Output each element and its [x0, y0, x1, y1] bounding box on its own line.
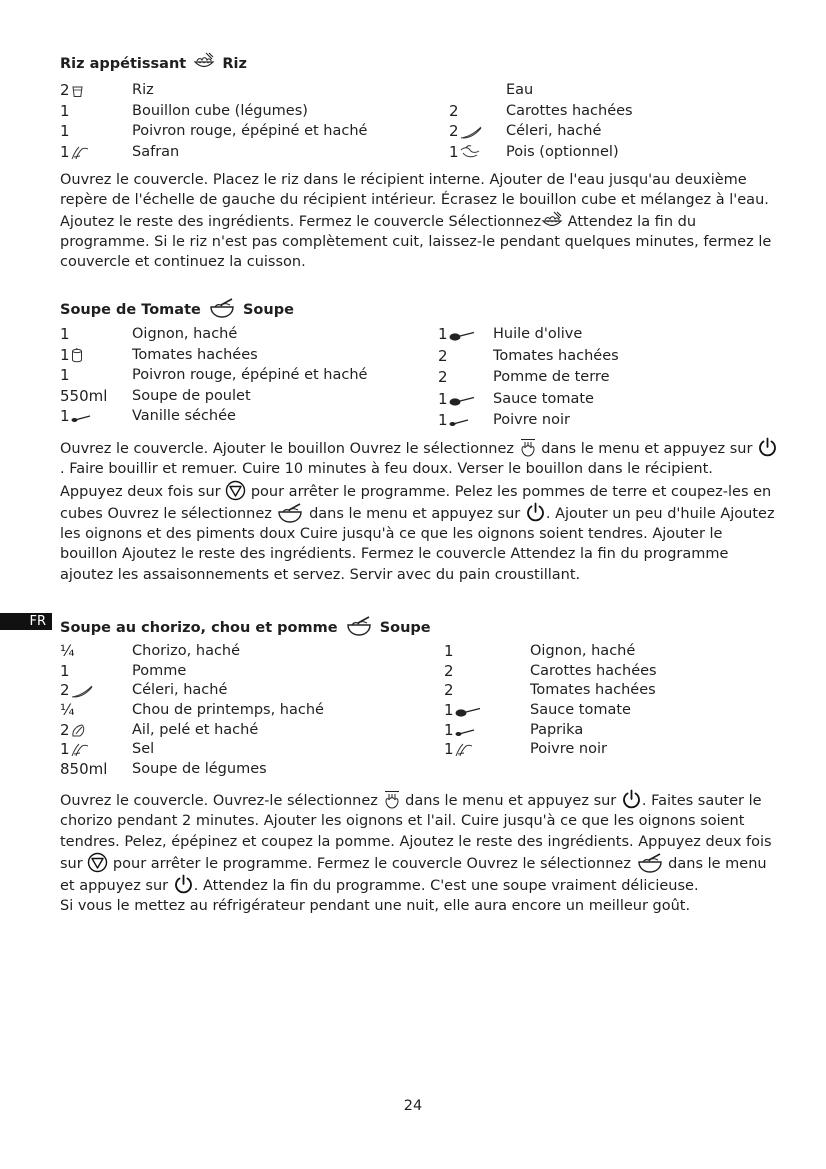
- instruction-text: dans le menu et appuyez sur: [400, 793, 621, 809]
- instruction-text: pour arrêter le programme. Pelez les pommes de terre et coupez-les en cubes Ouvrez le sélectionnez: [60, 483, 772, 522]
- instruction-text: Si vous le mettez au réfrigérateur pendant une nuit, elle aura encore un meilleur goût.: [60, 898, 691, 915]
- recipe-title-text: Soupe au chorizo, chou et pomme: [60, 620, 338, 636]
- stop-button-icon: [87, 856, 108, 872]
- ingredient-name: Tomates hachées: [530, 682, 656, 699]
- ingredient-qty: [60, 142, 89, 164]
- clove-icon: [70, 723, 87, 739]
- saute-program-icon: [383, 793, 401, 809]
- ingredient-qty: [444, 681, 454, 702]
- ingredient-qty: [444, 701, 481, 722]
- ingredient-qty: [60, 681, 93, 702]
- recipe-instructions: [60, 789, 780, 917]
- ingredient-name: Céleri, haché: [506, 123, 602, 139]
- recipe-soupe-chorizo: [60, 616, 780, 778]
- recipe-title-text: Soupe de Tomate: [60, 302, 201, 318]
- ingredient-name: Safran: [132, 143, 180, 160]
- ingredient-row: [444, 740, 774, 760]
- ingredient-row: [60, 740, 430, 760]
- ingredients-left: [60, 324, 430, 427]
- ingredient-row: [60, 101, 440, 122]
- ingredient-qty: [60, 740, 89, 761]
- ingredient-name: Pomme: [132, 662, 187, 679]
- recipe-instructions: [60, 170, 780, 272]
- tablespoon-icon: [448, 327, 475, 343]
- recipe-title: [60, 616, 780, 638]
- ingredient-name: Sauce tomate: [530, 702, 631, 719]
- ingredient-row: [444, 721, 774, 741]
- ingredient-qty: [60, 386, 107, 408]
- ingredient-row: [60, 681, 430, 701]
- qty-value: 1: [60, 122, 70, 140]
- ingredient-name: Pomme de terre: [493, 369, 610, 385]
- pinch-icon: [454, 742, 473, 758]
- ingredient-name: Paprika: [530, 721, 584, 738]
- ingredients-left: [60, 80, 440, 162]
- ingredient-row: [449, 142, 779, 163]
- power-button-icon: [757, 441, 778, 457]
- instruction-text: pour arrêter le programme. Fermez le couvercle Ouvrez le sélectionnez: [108, 855, 636, 872]
- ingredient-row: [60, 386, 430, 407]
- ingredient-qty: [444, 740, 473, 761]
- ingredient-row: [444, 662, 774, 682]
- ingredient-name: Poivron rouge, épépiné et haché: [132, 123, 368, 139]
- ingredients-left: [60, 642, 430, 780]
- ingredient-qty: [60, 642, 75, 663]
- qty-value: 550ml: [60, 386, 108, 405]
- handful-icon: [459, 145, 480, 161]
- instruction-text: dans le menu et appuyez sur: [304, 505, 525, 522]
- ingredients: [60, 324, 780, 428]
- qty-value: 1: [438, 325, 448, 343]
- pinch-icon: [70, 742, 89, 758]
- recipe-program-label: Riz: [222, 56, 247, 72]
- soup-program-icon: [276, 506, 304, 522]
- power-button-icon: [621, 793, 642, 809]
- qty-value: 1: [444, 720, 454, 739]
- ingredient-qty: [60, 101, 70, 123]
- ingredient-qty: [449, 121, 482, 143]
- ingredient-row: [449, 101, 779, 122]
- ingredient-row: [60, 80, 440, 101]
- ingredient-name: Chou de printemps, haché: [132, 702, 324, 719]
- qty-value: 1: [60, 407, 70, 425]
- cup-icon: [70, 83, 84, 99]
- ingredient-name: Céleri, haché: [132, 682, 228, 699]
- ingredient-row: [60, 721, 430, 741]
- ingredient-qty: [60, 80, 84, 102]
- stop-button-icon: [225, 484, 246, 500]
- pinch-icon: [70, 145, 89, 161]
- rice-program-icon: [541, 214, 563, 230]
- soup-program-icon: [206, 302, 238, 318]
- ingredient-name: Huile d'olive: [493, 326, 583, 342]
- ingredient-name: Riz: [132, 82, 154, 98]
- ingredients-right: [449, 80, 779, 162]
- qty-value: 1: [60, 366, 70, 384]
- ingredient-name: Chorizo, haché: [132, 643, 241, 659]
- stalk-icon: [70, 683, 93, 699]
- qty-value: 2: [438, 346, 448, 365]
- page-number: 24: [403, 1098, 423, 1114]
- ingredient-row: [438, 410, 768, 432]
- ingredient-name: Poivre noir: [530, 741, 607, 758]
- recipe-title: [60, 52, 780, 74]
- qty-value: 1: [444, 701, 454, 720]
- qty-value: ¼: [60, 701, 75, 720]
- language-tab: FR: [0, 613, 52, 630]
- ingredient-name: Oignon, haché: [530, 643, 636, 659]
- ingredients: [60, 642, 780, 782]
- qty-value: 1: [438, 411, 448, 429]
- teaspoon-icon: [448, 413, 469, 429]
- ingredient-name: Vanille séchée: [132, 408, 236, 424]
- ingredient-name: Ail, pelé et haché: [132, 721, 259, 738]
- qty-value: 1: [60, 740, 70, 759]
- teaspoon-icon: [454, 723, 475, 739]
- recipe-program-label: Soupe: [379, 620, 431, 636]
- ingredient-qty: [60, 365, 70, 387]
- rice-program-icon: [191, 56, 217, 72]
- ingredient-name: Soupe de poulet: [132, 387, 251, 404]
- ingredient-name: Pois (optionnel): [506, 143, 619, 160]
- ingredients-right: [438, 324, 768, 432]
- ingredient-qty: [60, 324, 70, 346]
- ingredient-name: Tomates hachées: [132, 346, 258, 363]
- qty-value: 2: [60, 681, 70, 700]
- ingredients: [60, 80, 780, 162]
- qty-value: 850ml: [60, 760, 108, 779]
- ingredient-row: [60, 324, 430, 345]
- ingredient-qty: [60, 121, 70, 143]
- ingredient-row: [60, 142, 440, 163]
- ingredient-row: [438, 367, 768, 389]
- ingredient-row: [444, 642, 774, 662]
- ingredient-name: Bouillon cube (légumes): [132, 102, 308, 119]
- ingredient-name: Poivron rouge, épépiné et haché: [132, 367, 368, 383]
- qty-value: 2: [60, 81, 70, 99]
- ingredient-qty: [60, 662, 70, 683]
- ingredient-row: [438, 389, 768, 411]
- ingredient-row: [60, 662, 430, 682]
- ingredient-name: Tomates hachées: [493, 347, 619, 364]
- ingredient-qty: [438, 410, 469, 433]
- instruction-text: dans le menu et appuyez sur: [60, 855, 767, 895]
- ingredient-row: [438, 346, 768, 368]
- recipe-program-label: Soupe: [242, 302, 294, 318]
- ingredient-qty: [438, 367, 448, 390]
- ingredient-name: Poivre noir: [493, 412, 570, 428]
- qty-value: 1: [449, 142, 459, 161]
- stalk-icon: [459, 124, 482, 140]
- can-icon: [70, 348, 83, 364]
- ingredient-qty: [60, 406, 91, 428]
- instruction-text: Ouvrez le couvercle. Ajouter le bouillon Ouvrez le sélectionnez: [60, 441, 519, 457]
- ingredient-qty: [60, 760, 107, 781]
- ingredient-row: [60, 642, 430, 662]
- qty-value: 2: [444, 681, 454, 700]
- tablespoon-icon: [448, 392, 475, 408]
- qty-value: 1: [60, 101, 70, 120]
- soup-program-icon: [343, 620, 375, 636]
- qty-value: 1: [444, 740, 454, 759]
- qty-value: 1: [60, 661, 70, 680]
- qty-value: 2: [60, 720, 70, 739]
- instruction-text: . Faire bouillir et remuer. Cuire 10 minutes à feu doux. Verser le bouillon dans le récipient. Appuyez deux fois sur: [60, 461, 713, 500]
- recipe-riz: [60, 52, 780, 161]
- instruction-text: . Ajouter un peu d'huile Ajoutez les oignons et des piments doux Cuire jusqu'à ce que les oignons soient tendres. Ajouter le bouillon Ajoutez le reste des ingrédients. Fermez le couvercle Attendez la fin du programme ajoutez les assaisonnements et servez. Servir avec du pain croustillant.: [60, 505, 775, 583]
- ingredient-qty: [438, 346, 448, 369]
- ingredient-row: [60, 345, 430, 366]
- ingredient-row: [60, 701, 430, 721]
- qty-value: 1: [60, 142, 70, 161]
- ingredient-qty: [444, 662, 454, 683]
- ingredient-row: [444, 701, 774, 721]
- instruction-text: dans le menu et appuyez sur: [536, 441, 758, 457]
- qty-value: 1: [444, 642, 454, 660]
- instruction-text: . Faites sauter le chorizo pendant 2 minutes. Ajouter les oignons et l'ail. Cuire jusqu'à ce que les oignons soient tendres. Pelez, épépinez et coupez la pomme. Ajoutez le reste des ingrédients. Appuyez deux fois sur: [60, 793, 772, 872]
- recipe-title-text: Riz appétissant: [60, 56, 187, 72]
- ingredient-qty: [449, 101, 459, 123]
- saute-program-icon: [519, 441, 537, 457]
- ingredient-name: Soupe de légumes: [132, 761, 267, 778]
- ingredient-qty: [438, 389, 475, 412]
- ingredient-row: [60, 365, 430, 386]
- ingredient-row: [438, 324, 768, 346]
- instruction-text: Attendez la fin du programme. Si le riz n'est pas complètement cuit, laissez-le pendant quelques minutes, fermez le couvercle et continuez la cuisson.: [60, 213, 772, 271]
- instruction-text: Ouvrez le couvercle. Ouvrez-le sélectionnez: [60, 793, 383, 809]
- qty-value: 2: [449, 122, 459, 140]
- ingredient-name: Carottes hachées: [506, 102, 633, 119]
- ingredient-name: Sel: [132, 741, 155, 758]
- qty-value: 1: [438, 389, 448, 408]
- tablespoon-icon: [454, 703, 481, 719]
- instruction-text: . Attendez la fin du programme. C'est une soupe vraiment délicieuse.: [193, 878, 699, 895]
- ingredient-qty: [60, 345, 83, 367]
- ingredient-name: Eau: [506, 82, 534, 98]
- recipe-soupe-tomate: [60, 298, 780, 429]
- recipe-title: [60, 298, 780, 320]
- ingredient-qty: [438, 324, 475, 347]
- ingredients-right: [444, 642, 774, 760]
- qty-value: 2: [438, 368, 448, 386]
- recipe-instructions: [60, 437, 780, 585]
- ingredient-row: [60, 760, 430, 780]
- power-button-icon: [173, 878, 194, 894]
- soup-program-icon: [636, 856, 664, 872]
- ingredient-row: [60, 406, 430, 427]
- ingredient-qty: [60, 721, 87, 742]
- ingredient-row: [449, 80, 779, 101]
- power-button-icon: [525, 506, 546, 522]
- qty-value: 2: [444, 661, 454, 680]
- ingredient-row: [444, 681, 774, 701]
- ingredient-qty: [60, 701, 75, 722]
- ingredient-name: Sauce tomate: [493, 390, 594, 407]
- instruction-text: Ouvrez le couvercle. Placez le riz dans le récipient interne. Ajouter de l'eau jusqu'au deuxième repère de l'échelle de gauche du récipient intérieur. Écrasez le bouillon cube et mélangez à l'eau. Ajoutez le reste des ingrédients. Fermez le couvercle Sélectionnez: [60, 172, 769, 230]
- ingredient-name: Oignon, haché: [132, 326, 238, 342]
- ingredient-row: [60, 121, 440, 142]
- ingredient-qty: [444, 721, 475, 742]
- ingredient-qty: [449, 142, 480, 164]
- ingredient-name: Carottes hachées: [530, 662, 657, 679]
- qty-value: 1: [60, 325, 70, 343]
- ingredient-qty: [444, 642, 454, 663]
- ingredient-row: [449, 121, 779, 142]
- teaspoon-icon: [70, 409, 91, 425]
- qty-value: ¼: [60, 642, 75, 660]
- qty-value: 2: [449, 101, 459, 120]
- qty-value: 1: [60, 345, 70, 364]
